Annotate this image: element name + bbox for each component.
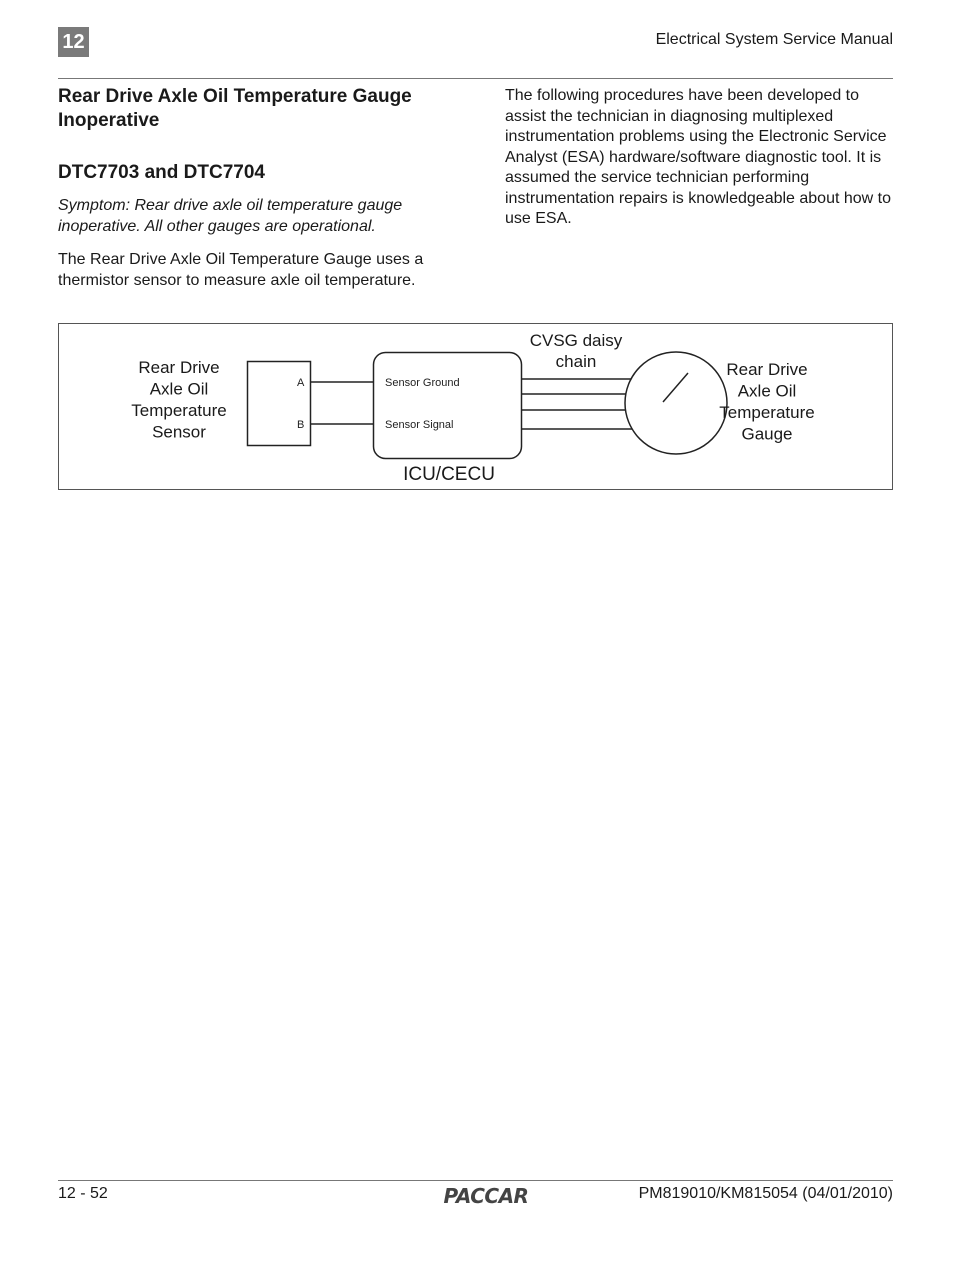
daisy-chain-label-line-2: chain: [555, 352, 597, 371]
sensor-label-line-2: Axle Oil: [149, 379, 209, 399]
page-number: 12 - 52: [58, 1185, 108, 1202]
footer-divider: [58, 1180, 893, 1181]
header-divider: [58, 78, 893, 79]
daisy-chain-label-line-1: CVSG daisy: [529, 331, 623, 350]
sensor-label-line-3: Temperature: [131, 401, 227, 420]
procedure-note: The following procedures have been developed to assist the technician in diagnosing multiplexed instrumentation problems using the Electronic Service Analyst (ESA) hardware/software diagnostic tool. It is assumed the service technician performing instrumentation repairs is knowledgeable about how to use ESA.: [505, 87, 892, 227]
sensor-signal-label: Sensor Signal: [385, 419, 454, 431]
gauge-label-line-4: Gauge: [741, 424, 793, 444]
sensor-box: [248, 362, 311, 446]
icu-cecu-module: [374, 353, 522, 459]
module-label: ICU/CECU: [403, 464, 495, 485]
gauge-label-line-1: Rear Drive: [726, 360, 808, 379]
sensor-label-line-1: Rear Drive: [138, 358, 220, 377]
pin-b-label: B: [297, 419, 305, 431]
manual-title: Electrical System Service Manual: [655, 31, 893, 48]
pin-a-label: A: [297, 377, 305, 389]
sensor-ground-label: Sensor Ground: [385, 377, 460, 389]
dtc-heading: DTC7703 and DTC7704: [58, 162, 265, 183]
gauge-dial: [625, 352, 727, 454]
section-heading: Rear Drive Axle Oil Temperature Gauge Inoperative: [58, 86, 412, 131]
document-code: PM819010/KM815054 (04/01/2010): [638, 1185, 893, 1202]
description-text: The Rear Drive Axle Oil Temperature Gauge uses a thermistor sensor to measure axle oil temperature.: [58, 251, 424, 289]
chapter-badge: 12: [58, 27, 89, 57]
gauge-label-line-3: Temperature: [719, 403, 815, 422]
gauge-label-line-2: Axle Oil: [737, 381, 797, 401]
svg-text:PACCAR: PACCAR: [443, 1184, 529, 1207]
symptom-text: Symptom: Rear drive axle oil temperature gauge inoperative. All other gauges are operational.: [58, 197, 403, 235]
wiring-diagram: [58, 323, 893, 490]
sensor-label-line-4: Sensor: [152, 422, 206, 442]
paccar-logo: [432, 1183, 540, 1207]
